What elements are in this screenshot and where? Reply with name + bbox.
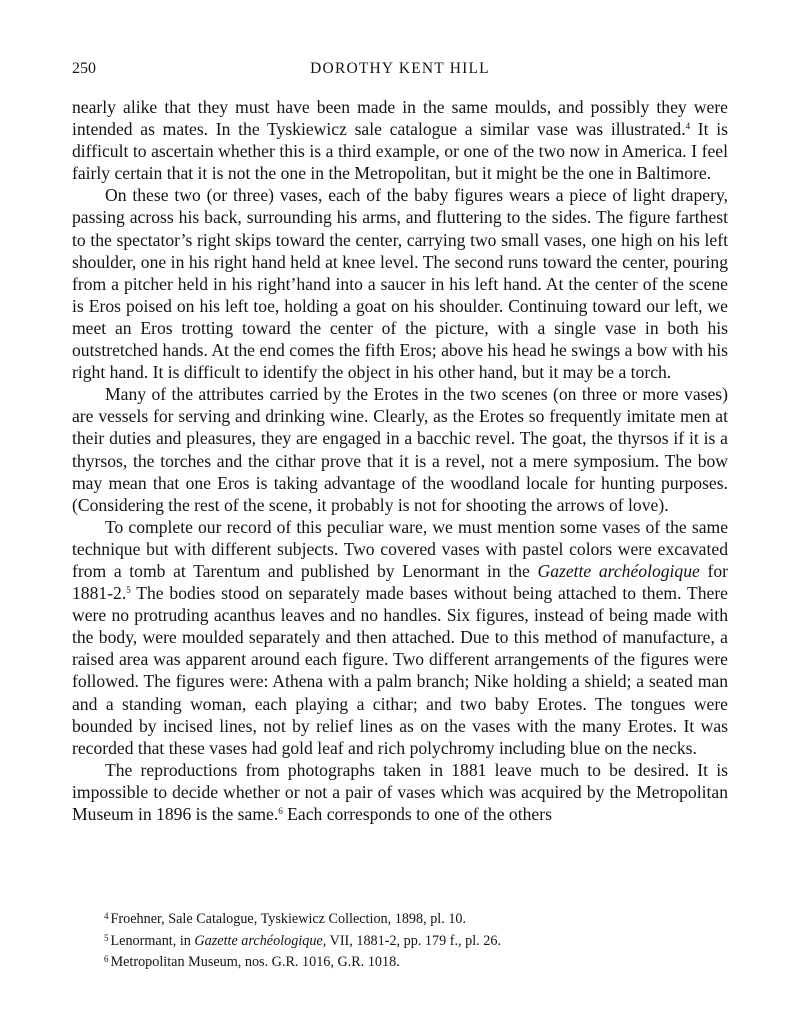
text-run: Lenormant, in xyxy=(110,932,195,949)
footnote-reference: 6 xyxy=(278,806,283,816)
text-run: Each corresponds to one of the others xyxy=(282,804,552,824)
text-run: To complete our record of this peculiar ware, we must mention some vases of the same technique but with different subjects. Two covered vases with pastel colors were excavated from a tomb at Tarentum and published by Lenormant in the xyxy=(72,516,728,581)
paragraph xyxy=(72,184,728,383)
text-run: Many of the attributes carried by the Erotes in the two scenes (on three or more vases) are vessels for serving and drinking wine. Clearly, as the Erotes so frequently imitate men at their duties and pleasures, they are engaged in a bacchic revel. The goat, the thyrsos if it is a thyrsos, the torches and the cithar prove that it is a revel, not a mere symposium. The bow may mean that one Eros is taking advantage of the woodland locale for hunting purposes. (Considering the rest of the scene, it probably is not for shooting the arrows of love). xyxy=(72,384,728,515)
text-run: nearly alike that they must have been made in the same moulds, and possibly they were intended as mates. In the Tyskiewicz sale catalogue a similar vase was illustrated. xyxy=(72,97,728,140)
footnote-reference: 5 xyxy=(126,585,131,596)
text-run: On these two (or three) vases, each of the baby figures wears a piece of light drapery, passing across his back, surrounding his arms, and fluttering to the sides. The figure farthest to the spectator’s right skips toward the center, carrying two small vases, one high on his left shoulder, one in his right hand held at knee level. The second runs toward the center, pouring from a pitcher held in his right’hand into a saucer in his left hand. At the center of the scene is Eros poised on his left toe, holding a goat on his shoulder. Continuing toward our left, we meet an Eros trotting toward the center of the picture, with a single vase in both his outstretched hands. At the end comes the fifth Eros; above his head he swings a bow with his right hand. It is difficult to identify the object in his other hand, but it may be a torch. xyxy=(72,185,728,383)
text-run: The bodies stood on separately made bases without being attached to them. There were no protruding acanthus leaves and no handles. Six figures, instead of being made with the body, were moulded separately and then attached. Due to this method of manufacture, a raised area was apparent around each figure. Two different arrangements of the figures were followed. The figures were: Athena with a palm branch; Nike holding a shield; a seated man and a standing woman, each playing a cithar; and two baby Erotes. The tongues were bounded by incised lines, not by relief lines as on the vases with the many Erotes. It was recorded that these vases had gold leaf and rich polychromy including blue on the necks. xyxy=(72,583,728,758)
italic-title: Gazette archéologique xyxy=(537,560,700,581)
text-run: for 1881-2. xyxy=(72,560,728,604)
text-run: Froehner, Sale Catalogue, Tyskiewicz Collection, 1898, pl. 10. xyxy=(110,911,467,927)
footnotes xyxy=(104,907,704,972)
footnote xyxy=(104,929,704,951)
footnote xyxy=(104,950,704,972)
paragraph xyxy=(72,759,728,825)
text-run: It is difficult to ascertain whether this is a third example, or one of the two now in America. I feel fairly certain that it is not the one in the Metropolitan, but it might be the one in Baltimore. xyxy=(72,119,728,184)
footnote-number: 5 xyxy=(104,932,109,943)
text-run: , VII, 1881-2, pp. 179 f., pl. 26. xyxy=(322,932,501,949)
running-head: DOROTHY KENT HILL xyxy=(310,60,490,77)
footnote-number: 6 xyxy=(104,954,109,964)
footnote-number: 4 xyxy=(104,911,109,921)
footnote xyxy=(104,907,704,929)
paragraph xyxy=(72,96,728,184)
text-run: Metropolitan Museum, nos. G.R. 1016, G.R. 1018. xyxy=(110,954,400,970)
body-text xyxy=(72,96,728,825)
footnote-reference: 4 xyxy=(685,121,691,132)
page-header xyxy=(72,60,728,84)
italic-title: Gazette archéologique xyxy=(194,932,323,949)
paragraph xyxy=(72,383,728,516)
text-run: The reproductions from photographs taken in 1881 leave much to be desired. It is impossible to decide whether or not a pair of vases which was acquired by the Metropolitan Museum in 1896 is the same. xyxy=(72,759,728,824)
page-number: 250 xyxy=(72,60,96,77)
paragraph xyxy=(72,516,728,759)
